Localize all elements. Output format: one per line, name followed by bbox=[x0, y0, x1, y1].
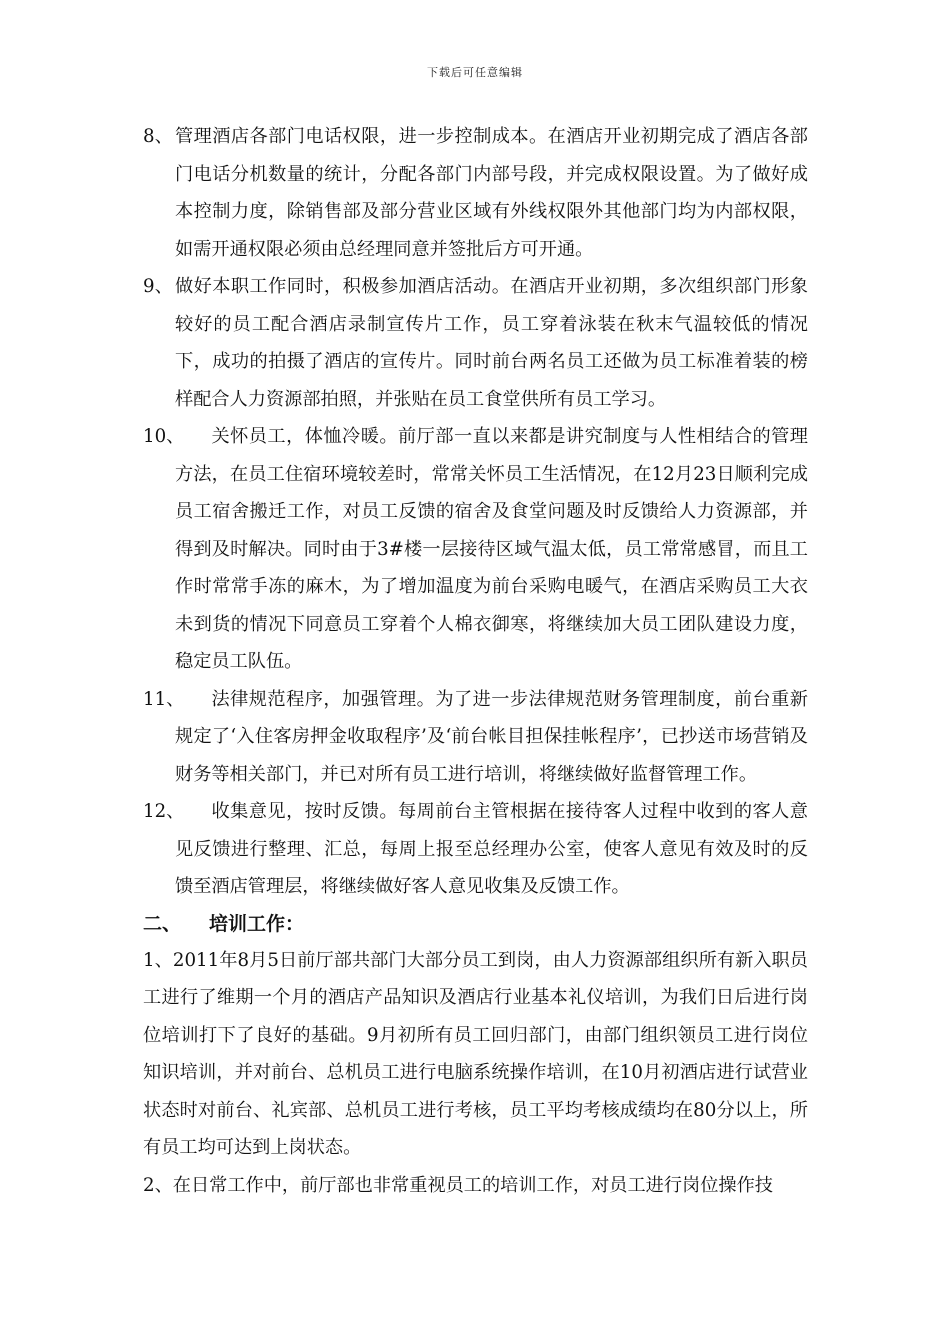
paragraph-1: 1、2011年8月5日前厅部共部门大部分员工到岗，由人力资源部组织所有新入职员工进行了维期一个月的酒店产品知识及酒店行业基本礼仪培训，为我们日后进行岗位培训打下了良好的基础。9月初所有员工回归部门，由部门组织领员工进行岗位知识培训，并对前台、总机员工进行电脑系统操作培训，在10月初酒店进行试营业状态时对前台、礼宾部、总机员工进行考核，员工平均考核成绩均在80分以上，所有员工均可达到上岗状态。 bbox=[143, 949, 808, 1158]
list-item-12 bbox=[143, 793, 808, 906]
list-item-number: 12、 bbox=[143, 801, 185, 822]
list-item-number: 8、 bbox=[143, 126, 173, 147]
list-item-9 bbox=[143, 268, 808, 418]
paragraph-2: 2、在日常工作中，前厅部也非常重视员工的培训工作，对员工进行岗位操作技 bbox=[143, 1174, 773, 1196]
list-item-8 bbox=[143, 118, 808, 268]
document-body bbox=[143, 118, 808, 1204]
page-header-note: 下载后可任意编辑 bbox=[427, 66, 523, 79]
list-item-11 bbox=[143, 681, 808, 794]
list-item-number: 9、 bbox=[143, 276, 173, 297]
list-item-text: 做好本职工作同时，积极参加酒店活动。在酒店开业初期，多次组织部门形象较好的员工配合酒店录制宣传片工作，员工穿着泳装在秋末气温较低的情况下，成功的拍摄了酒店的宣传片。同时前台两名员工还做为员工标准着装的榜样配合人力资源部拍照，并张贴在员工食堂供所有员工学习。 bbox=[175, 276, 808, 410]
section-number: 二、 bbox=[143, 912, 182, 935]
section-heading bbox=[143, 906, 808, 942]
section-title: 培训工作： bbox=[209, 912, 305, 935]
list-item-text: 关怀员工，体恤冷暖。前厅部一直以来都是讲究制度与人性相结合的管理方法，在员工住宿环境较差时，常常关怀员工生活情况，在12月23日顺利完成员工宿舍搬迁工作，对员工反馈的宿舍及食堂问题及时反馈给人力资源部，并得到及时解决。同时由于3#楼一层接待区域气温太低，员工常常感冒，而且工作时常常手冻的麻木，为了增加温度为前台采购电暖气，在酒店采购员工大衣未到货的情况下同意员工穿着个人棉衣御寒，将继续加大员工团队建设力度，稳定员工队伍。 bbox=[175, 426, 808, 672]
list-item-text: 收集意见，按时反馈。每周前台主管根据在接待客人过程中收到的客人意见反馈进行整理、汇总，每周上报至总经理办公室，使客人意见有效及时的反馈至酒店管理层，将继续做好客人意见收集及反馈工作。 bbox=[175, 801, 808, 897]
list-item-10 bbox=[143, 418, 808, 681]
list-item-text: 法律规范程序，加强管理。为了进一步法律规范财务管理制度，前台重新规定了‘入住客房押金收取程序’及‘前台帐目担保挂帐程序’，已抄送市场营销及财务等相关部门，并已对所有员工进行培训，将继续做好监督管理工作。 bbox=[175, 688, 808, 785]
list-item-text: 管理酒店各部门电话权限，进一步控制成本。在酒店开业初期完成了酒店各部门电话分机数量的统计，分配各部门内部号段，并完成权限设置。为了做好成本控制力度，除销售部及部分营业区域有外线权限外其他部门均为内部权限，如需开通权限必须由总经理同意并签批后方可开通。 bbox=[175, 126, 808, 260]
list-item-number: 10、 bbox=[143, 426, 185, 447]
list-item-number: 11、 bbox=[143, 688, 185, 710]
